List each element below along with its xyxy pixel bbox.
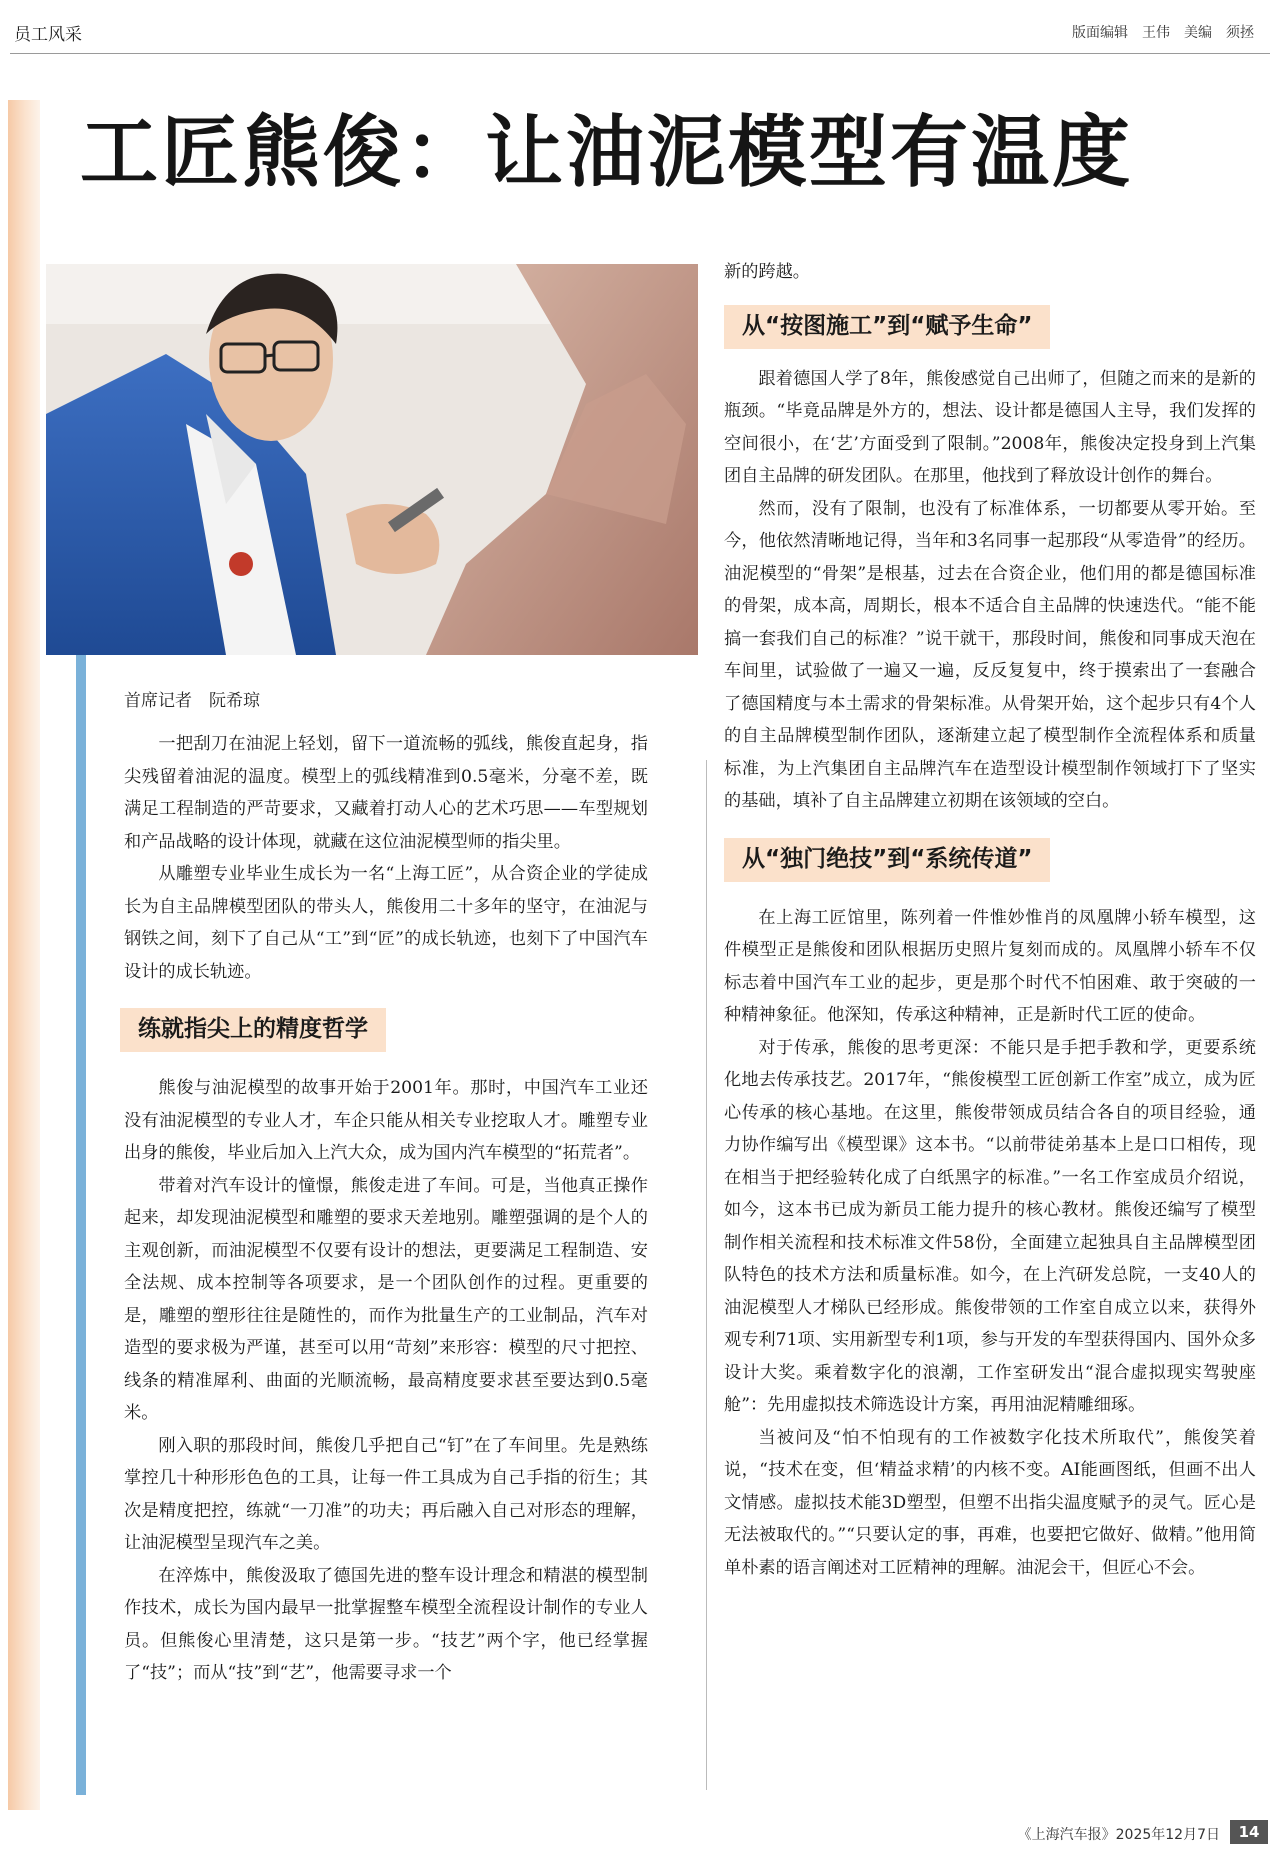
continued-text: 新的跨越。	[724, 262, 810, 282]
body-paragraph: 对于传承，熊俊的思考更深：不能只是手把手教和学，更要系统化地去传承技艺。2017年，“熊俊模型工匠创新工作室”成立，成为匠心传承的核心基地。在这里，熊俊带领成员结合各自的项目经验，通力协作编写出《模型课》这本书。“以前带徒弟基本上是口口相传，现在相当于把经验转化成了白纸黑字的标准。”一名工作室成员介绍说，如今，这本书已成为新员工能力提升的核心教材。熊俊还编写了模型制作相关流程和技术标准文件58份，全面建立起独具自主品牌模型团队特色的技术方法和质量标准。如今，在上汽研发总院，一支40人的油泥模型人才梯队已经形成。熊俊带领的工作室自成立以来，获得外观专利71项、实用新型专利1项，参与开发的车型获得国内、国外众多设计大奖。乘着数字化的浪潮，工作室研发出“混合虚拟现实驾驶座舱”：先用虚拟技术筛选设计方案，再用油泥精雕细琢。	[724, 1037, 1256, 1415]
body-paragraph: 在上海工匠馆里，陈列着一件惟妙惟肖的凤凰牌小轿车模型，这件模型正是熊俊和团队根据历史照片复刻而成的。凤凰牌小轿车不仅标志着中国汽车工业的起步，更是那个时代不怕困难、敢于突破的一种精神象征。他深知，传承这种精神，正是新时代工匠的使命。	[724, 907, 1256, 1025]
byline: 首席记者 阮希琼	[124, 691, 260, 711]
body-paragraph: 在淬炼中，熊俊汲取了德国先进的整车设计理念和精湛的模型制作技术，成长为国内最早一批掌握整车模型全流程设计制作的专业人员。但熊俊心里清楚，这只是第一步。“技艺”两个字，他已经掌握了“技”；而从“技”到“艺”，他需要寻求一个	[124, 1565, 648, 1683]
body-paragraph: 跟着德国人学了8年，熊俊感觉自己出师了，但随之而来的是新的瓶颈。“毕竟品牌是外方的，想法、设计都是德国人主导，我们发挥的空间很小，在‘艺’方面受到了限制。”2008年，熊俊决定投身到上汽集团自主品牌的研发团队。在那里，他找到了释放设计创作的舞台。	[724, 368, 1256, 486]
intro-paragraph: 从雕塑专业毕业生成长为一名“上海工匠”，从合资企业的学徒成长为自主品牌模型团队的带头人，熊俊用二十多年的坚守，在油泥与钢铁之间，刻下了自己从“工”到“匠”的成长轨迹，也刻下了中国汽车设计的成长轨迹。	[124, 864, 648, 982]
intro-paragraph: 一把刮刀在油泥上轻划，留下一道流畅的弧线，熊俊直起身，指尖残留着油泥的温度。模型上的弧线精准到0.5毫米，分毫不差，既满足工程制造的严苛要求，又藏着打动人心的艺术巧思——车型规划和产品战略的设计体现，就藏在这位油泥模型师的指尖里。	[124, 734, 648, 852]
section-subheading: 从“按图施工”到“赋予生命”	[724, 305, 1050, 349]
body-paragraph: 带着对汽车设计的憧憬，熊俊走进了车间。可是，当他真正操作起来，却发现油泥模型和雕塑的要求天差地别。雕塑强调的是个人的主观创新，而油泥模型不仅要有设计的想法，更要满足工程制造、安全法规、成本控制等各项要求，是一个团队创作的过程。更重要的是，雕塑的塑形往往是随性的，而作为批量生产的工业制品，汽车对造型的要求极为严谨，甚至可以用“苛刻”来形容：模型的尺寸把控、线条的精准犀利、曲面的光顺流畅，最高精度要求甚至要达到0.5毫米。	[124, 1175, 648, 1423]
section-label: 员工风采	[14, 25, 82, 45]
right-column	[724, 256, 1256, 1584]
publication-info: 《上海汽车报》2025年12月7日	[1017, 1827, 1220, 1843]
article-title: 工匠熊俊：让油泥模型有温度	[80, 108, 1134, 198]
page-number: 14	[1230, 1820, 1268, 1844]
section-subheading: 从“独门绝技”到“系统传道”	[724, 838, 1050, 882]
left-column	[124, 728, 648, 1690]
body-paragraph: 刚入职的那段时间，熊俊几乎把自己“钉”在了车间里。先是熟练掌控几十种形形色色的工具，让每一件工具成为自己手指的衍生；其次是精度把控，练就“一刀准”的功夫；再后融入自己对形态的理解，让油泥模型呈现汽车之美。	[124, 1435, 648, 1553]
article-photo	[46, 264, 698, 655]
editor-credits: 版面编辑 王伟 美编 须拯	[1072, 25, 1254, 41]
column-divider	[706, 760, 707, 1790]
section-subheading: 练就指尖上的精度哲学	[120, 1008, 386, 1052]
body-paragraph: 然而，没有了限制，也没有了标准体系，一切都要从零开始。至今，他依然清晰地记得，当年和3名同事一起那段“从零造骨”的经历。油泥模型的“骨架”是根基，过去在合资企业，他们用的都是德国标准的骨架，成本高，周期长，根本不适合自主品牌的快速迭代。“能不能搞一套我们自己的标准？”说干就干，那段时间，熊俊和同事成天泡在车间里，试验做了一遍又一遍，反反复复中，终于摸索出了一套融合了德国精度与本土需求的骨架标准。从骨架开始，这个起步只有4个人的自主品牌模型制作团队，逐渐建立起了模型制作全流程体系和质量标准，为上汽集团自主品牌汽车在造型设计模型制作领域打下了坚实的基础，填补了自主品牌建立初期在该领域的空白。	[724, 498, 1256, 811]
body-paragraph: 熊俊与油泥模型的故事开始于2001年。那时，中国汽车工业还没有油泥模型的专业人才，车企只能从相关专业挖取人才。雕塑专业出身的熊俊，毕业后加入上汽大众，成为国内汽车模型的“拓荒者”。	[124, 1078, 648, 1163]
decorative-blue-bar	[76, 650, 86, 1795]
header-divider	[10, 53, 1270, 54]
decorative-side-band	[8, 100, 40, 1810]
portrait-photo-icon	[46, 264, 698, 655]
body-paragraph: 当被问及“怕不怕现有的工作被数字化技术所取代”，熊俊笑着说，“技术在变，但‘精益求精’的内核不变。AI能画图纸，但画不出人文情感。虚拟技术能3D塑型，但塑不出指尖温度赋予的灵气。匠心是无法被取代的。”“只要认定的事，再难，也要把它做好、做精。”他用简单朴素的语言阐述对工匠精神的理解。油泥会干，但匠心不会。	[724, 1427, 1256, 1578]
